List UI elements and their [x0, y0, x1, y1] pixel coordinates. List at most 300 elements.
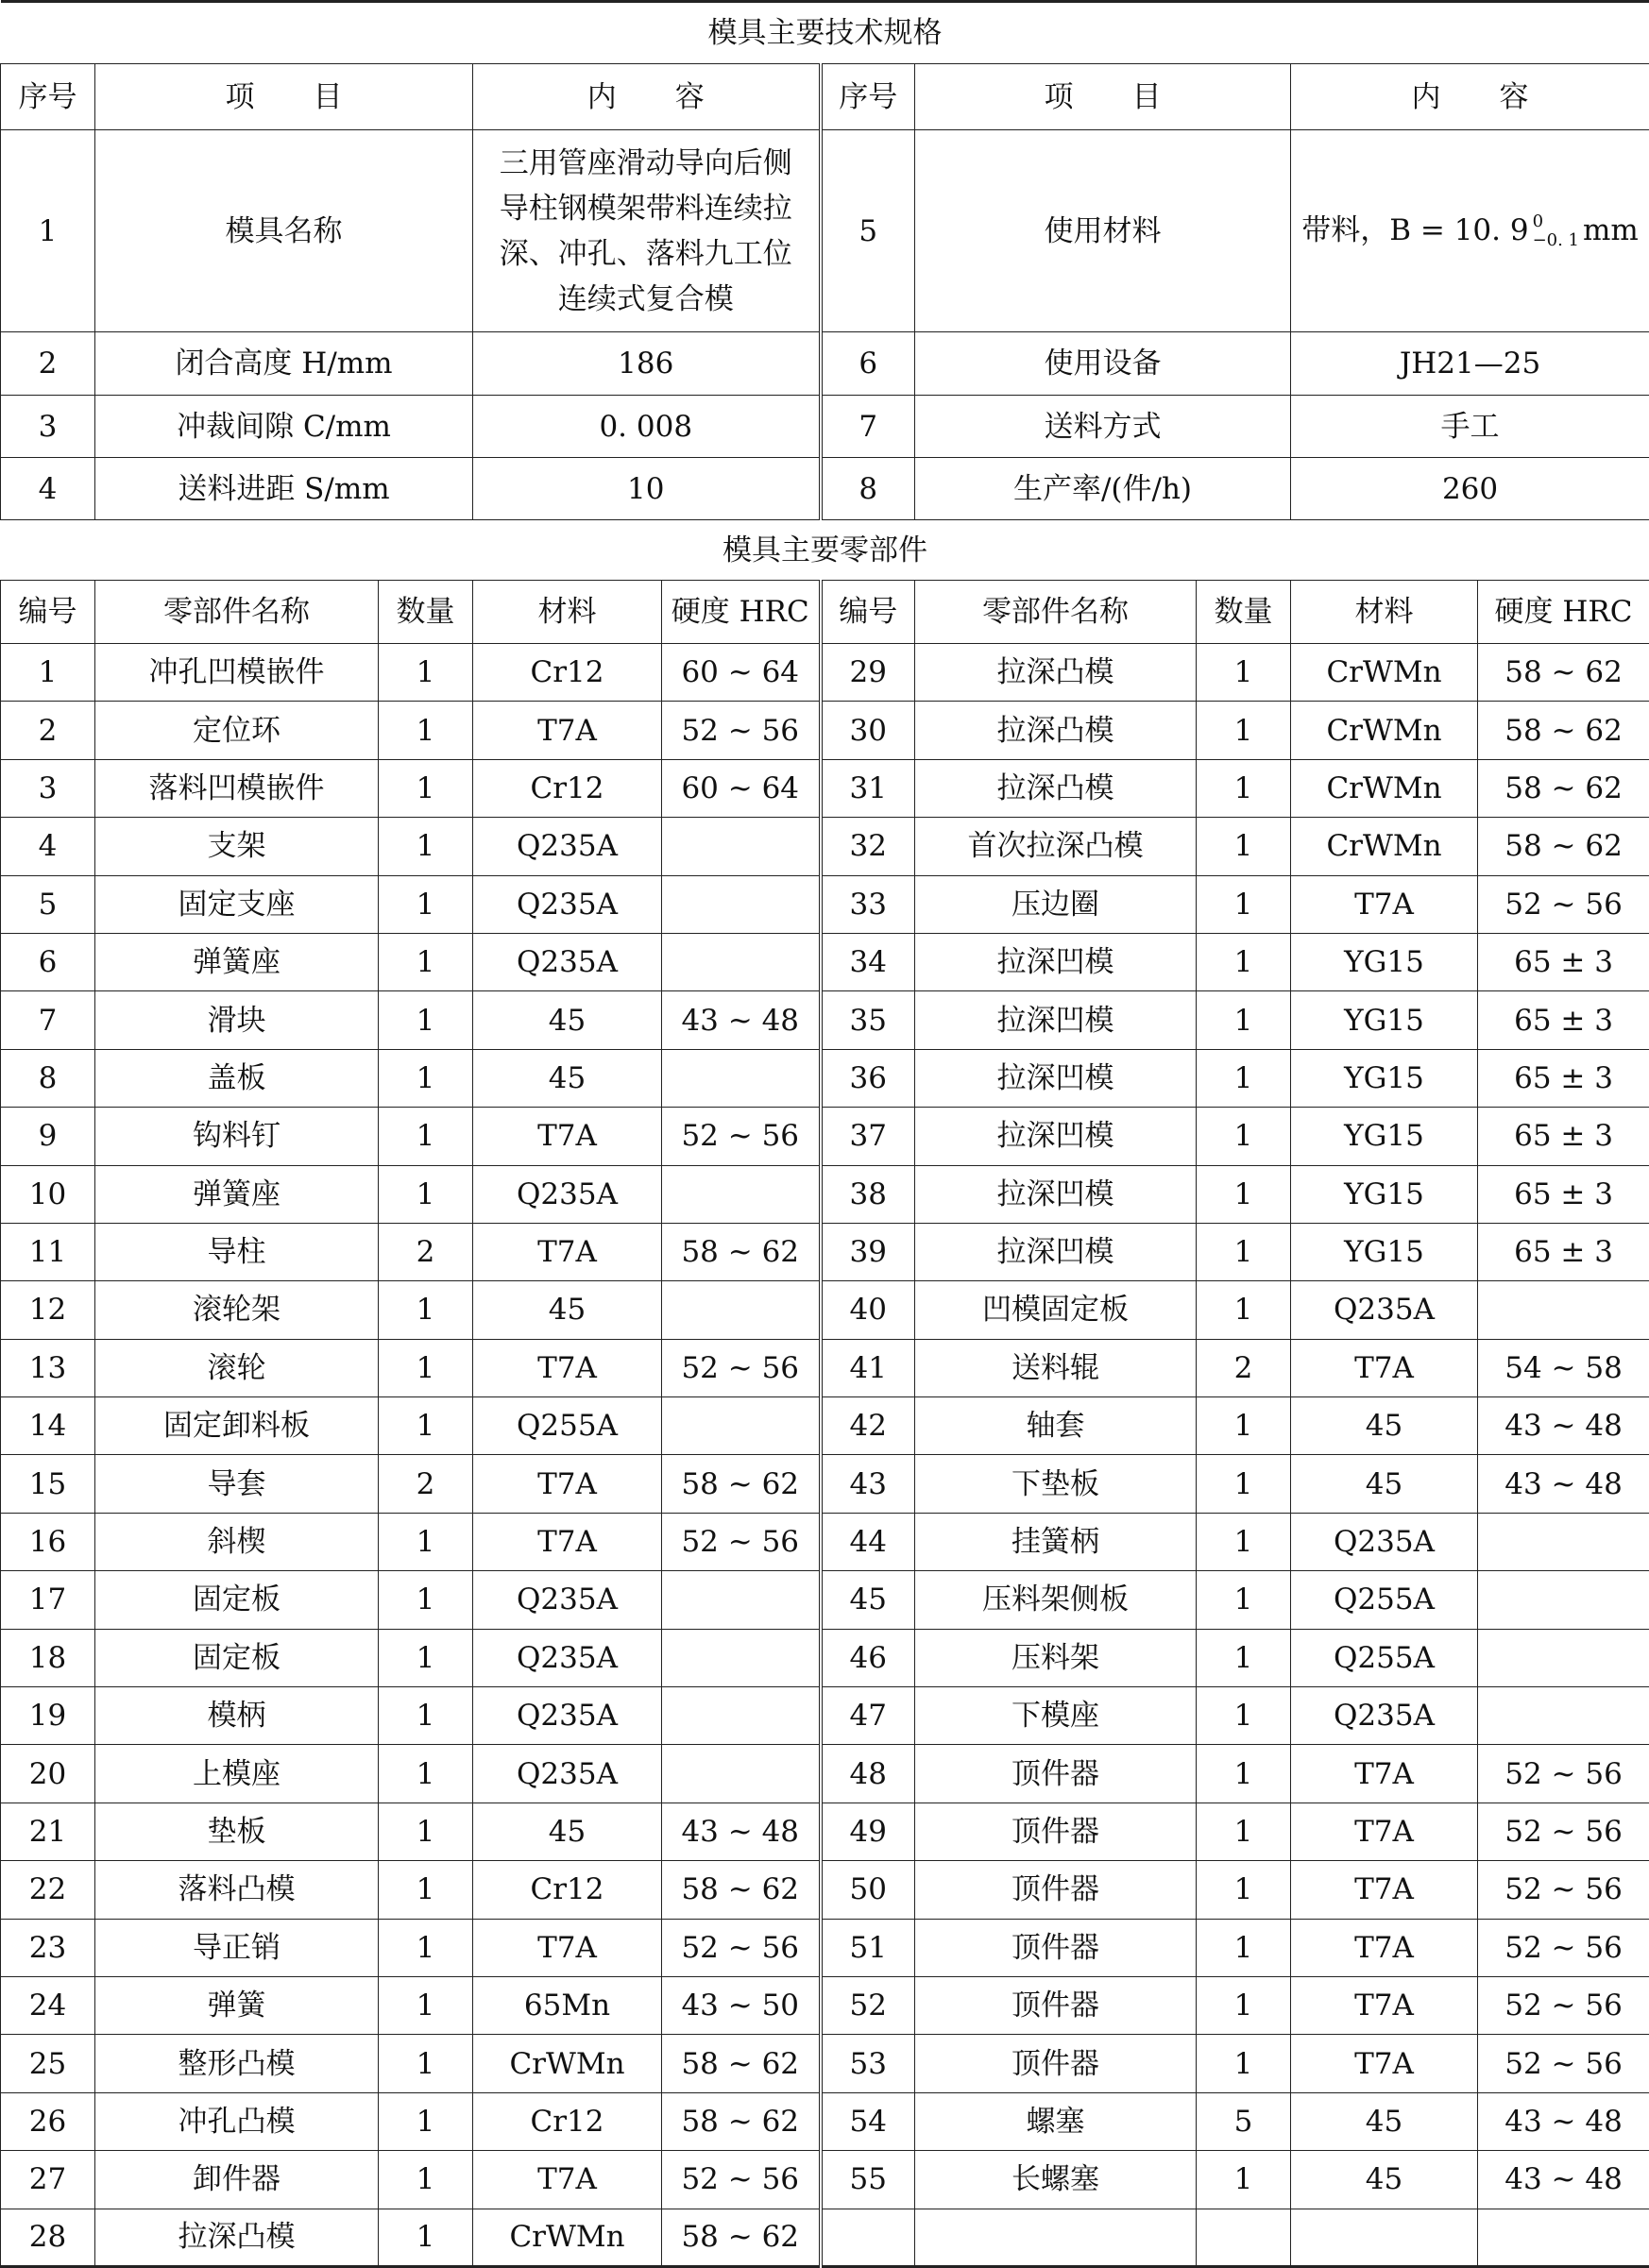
part-no-right: 48 — [821, 1745, 915, 1803]
part-no-right: 53 — [821, 2035, 915, 2092]
part-material-right: CrWMn — [1291, 759, 1478, 817]
part-no-left: 3 — [1, 759, 95, 817]
part-hardness-left: 52 ~ 56 — [662, 702, 821, 759]
table-row — [1, 644, 1649, 702]
spec-content: 0. 008 — [473, 396, 821, 458]
part-name-left: 斜楔 — [95, 1513, 379, 1570]
tolerance-lower: −0. 1 — [1532, 230, 1580, 251]
part-no-left: 13 — [1, 1339, 95, 1396]
table-row — [1, 1513, 1649, 1570]
part-material-right: T7A — [1291, 1919, 1478, 1976]
spec-content: 10 — [473, 458, 821, 520]
part-material-left: Q235A — [473, 1745, 662, 1803]
part-qty-left: 1 — [379, 991, 473, 1049]
parts-header-hardness: 硬度 HRC — [662, 581, 821, 644]
part-hardness-left — [662, 1571, 821, 1629]
part-hardness-right: 52 ~ 56 — [1478, 1803, 1649, 1860]
part-no-left: 22 — [1, 1861, 95, 1919]
part-material-right: T7A — [1291, 1976, 1478, 2034]
part-no-left: 1 — [1, 644, 95, 702]
spec-content2-material — [1291, 130, 1649, 332]
part-name-left: 固定板 — [95, 1571, 379, 1629]
part-hardness-left: 52 ~ 56 — [662, 1513, 821, 1570]
part-hardness-left: 52 ~ 56 — [662, 1339, 821, 1396]
parts-header-hardness: 硬度 HRC — [1478, 581, 1649, 644]
part-hardness-right — [1478, 1687, 1649, 1745]
part-no-right: 35 — [821, 991, 915, 1049]
part-qty-left: 1 — [379, 1629, 473, 1686]
part-qty-left: 1 — [379, 1687, 473, 1745]
part-hardness-left — [662, 818, 821, 875]
part-name-right: 拉深凹模 — [915, 1165, 1197, 1223]
part-name-left: 固定支座 — [95, 875, 379, 933]
part-name-right: 拉深凹模 — [915, 1223, 1197, 1280]
parts-header-material: 材料 — [473, 581, 662, 644]
part-no-left: 6 — [1, 933, 95, 990]
part-no-left: 8 — [1, 1049, 95, 1107]
table-row — [1, 1803, 1649, 1860]
table-row — [1, 1108, 1649, 1165]
part-no-left: 16 — [1, 1513, 95, 1570]
part-name-right: 压料架侧板 — [915, 1571, 1197, 1629]
part-qty-right: 1 — [1197, 1629, 1291, 1686]
part-name-left: 弹簧座 — [95, 1165, 379, 1223]
part-name-left: 导柱 — [95, 1223, 379, 1280]
part-material-left: CrWMn — [473, 2209, 662, 2266]
part-material-left: 45 — [473, 1049, 662, 1107]
spec-content2: 260 — [1291, 458, 1649, 520]
part-material-left: Q235A — [473, 1165, 662, 1223]
table-row — [1, 1687, 1649, 1745]
part-hardness-right: 52 ~ 56 — [1478, 1919, 1649, 1976]
part-name-right: 顶件器 — [915, 1745, 1197, 1803]
part-no-left: 24 — [1, 1976, 95, 2034]
spec-content2: 手工 — [1291, 396, 1649, 458]
part-material-right: 45 — [1291, 2151, 1478, 2209]
part-qty-right: 1 — [1197, 1281, 1291, 1339]
part-qty-right: 1 — [1197, 933, 1291, 990]
part-name-right: 顶件器 — [915, 1919, 1197, 1976]
part-qty-left: 1 — [379, 1108, 473, 1165]
part-material-right: Q235A — [1291, 1687, 1478, 1745]
part-name-right: 轴套 — [915, 1397, 1197, 1455]
part-material-left: 45 — [473, 1803, 662, 1860]
part-no-left: 5 — [1, 875, 95, 933]
part-material-right: YG15 — [1291, 991, 1478, 1049]
part-name-left: 支架 — [95, 818, 379, 875]
part-name-right: 顶件器 — [915, 1803, 1197, 1860]
part-name-right: 拉深凹模 — [915, 1108, 1197, 1165]
part-material-left: T7A — [473, 702, 662, 759]
spec-item2: 送料方式 — [915, 396, 1291, 458]
spec-header-no2: 序号 — [821, 64, 915, 130]
part-no-right: 30 — [821, 702, 915, 759]
part-no-left: 26 — [1, 2092, 95, 2150]
spec-item2: 使用设备 — [915, 332, 1291, 396]
part-qty-left: 1 — [379, 933, 473, 990]
part-material-left: 45 — [473, 1281, 662, 1339]
spec-item: 送料进距 S/mm — [95, 458, 473, 520]
part-name-right: 挂簧柄 — [915, 1513, 1197, 1570]
parts-header-name: 零部件名称 — [915, 581, 1197, 644]
part-hardness-left: 58 ~ 62 — [662, 1455, 821, 1513]
part-qty-right: 1 — [1197, 1571, 1291, 1629]
part-material-right: YG15 — [1291, 1165, 1478, 1223]
part-hardness-right — [1478, 1571, 1649, 1629]
part-no-left: 11 — [1, 1223, 95, 1280]
table-row — [1, 818, 1649, 875]
part-name-left: 落料凹模嵌件 — [95, 759, 379, 817]
spec-item2: 生产率/(件/h) — [915, 458, 1291, 520]
part-no-right: 39 — [821, 1223, 915, 1280]
table-row — [1, 1455, 1649, 1513]
part-material-left: Q255A — [473, 1397, 662, 1455]
part-hardness-left: 43 ~ 48 — [662, 991, 821, 1049]
part-qty-right: 5 — [1197, 2092, 1291, 2150]
part-qty-right: 1 — [1197, 1397, 1291, 1455]
part-name-left: 定位环 — [95, 702, 379, 759]
part-name-right: 拉深凹模 — [915, 933, 1197, 990]
part-qty-right — [1197, 2209, 1291, 2266]
part-qty-left: 1 — [379, 2035, 473, 2092]
part-material-right: Q235A — [1291, 1513, 1478, 1570]
spec-header-no: 序号 — [1, 64, 95, 130]
part-material-left: 45 — [473, 991, 662, 1049]
part-qty-right: 1 — [1197, 1861, 1291, 1919]
spec-no: 1 — [1, 130, 95, 332]
part-qty-left: 2 — [379, 1455, 473, 1513]
part-material-right: T7A — [1291, 1745, 1478, 1803]
part-hardness-right: 52 ~ 56 — [1478, 875, 1649, 933]
part-hardness-right: 43 ~ 48 — [1478, 1455, 1649, 1513]
table-row — [1, 2151, 1649, 2209]
part-qty-right: 1 — [1197, 1513, 1291, 1570]
part-name-right: 拉深凸模 — [915, 702, 1197, 759]
part-qty-right: 1 — [1197, 991, 1291, 1049]
part-hardness-left — [662, 1281, 821, 1339]
part-material-left: Q235A — [473, 1687, 662, 1745]
parts-header-material: 材料 — [1291, 581, 1478, 644]
part-qty-left: 1 — [379, 1919, 473, 1976]
part-no-right: 50 — [821, 1861, 915, 1919]
part-qty-right: 1 — [1197, 875, 1291, 933]
table-row — [1, 1223, 1649, 1280]
table-row — [1, 1165, 1649, 1223]
part-no-right: 52 — [821, 1976, 915, 2034]
part-hardness-right: 58 ~ 62 — [1478, 644, 1649, 702]
part-no-left: 17 — [1, 1571, 95, 1629]
part-no-left: 14 — [1, 1397, 95, 1455]
part-name-right: 顶件器 — [915, 2035, 1197, 2092]
part-qty-left: 1 — [379, 875, 473, 933]
part-material-right: 45 — [1291, 2092, 1478, 2150]
part-no-right: 43 — [821, 1455, 915, 1513]
part-hardness-right — [1478, 1629, 1649, 1686]
parts-header-no: 编号 — [821, 581, 915, 644]
part-material-left: Cr12 — [473, 2092, 662, 2150]
part-no-left: 2 — [1, 702, 95, 759]
part-qty-right: 1 — [1197, 1919, 1291, 1976]
part-qty-left: 1 — [379, 1165, 473, 1223]
part-hardness-left: 60 ~ 64 — [662, 644, 821, 702]
part-name-left: 卸件器 — [95, 2151, 379, 2209]
part-qty-right: 1 — [1197, 1803, 1291, 1860]
part-hardness-right: 65 ± 3 — [1478, 991, 1649, 1049]
table-row — [1, 1571, 1649, 1629]
part-hardness-left: 58 ~ 62 — [662, 1223, 821, 1280]
part-name-left: 模柄 — [95, 1687, 379, 1745]
part-material-right: CrWMn — [1291, 818, 1478, 875]
part-hardness-left — [662, 1049, 821, 1107]
part-qty-left: 1 — [379, 702, 473, 759]
part-name-right: 首次拉深凸模 — [915, 818, 1197, 875]
part-material-left: Q235A — [473, 933, 662, 990]
part-name-right: 螺塞 — [915, 2092, 1197, 2150]
part-material-left: Q235A — [473, 1629, 662, 1686]
table-row — [1, 875, 1649, 933]
table-row — [1, 702, 1649, 759]
part-material-right: Q235A — [1291, 1281, 1478, 1339]
part-no-right: 51 — [821, 1919, 915, 1976]
part-name-left: 滚轮架 — [95, 1281, 379, 1339]
part-qty-left: 1 — [379, 818, 473, 875]
part-no-left: 12 — [1, 1281, 95, 1339]
part-qty-left: 1 — [379, 2092, 473, 2150]
part-no-right: 42 — [821, 1397, 915, 1455]
part-no-left: 25 — [1, 2035, 95, 2092]
part-qty-right: 1 — [1197, 818, 1291, 875]
part-name-right: 压料架 — [915, 1629, 1197, 1686]
part-material-left: T7A — [473, 1223, 662, 1280]
part-hardness-right: 52 ~ 56 — [1478, 1976, 1649, 2034]
material-unit: mm — [1583, 212, 1639, 247]
part-no-right: 41 — [821, 1339, 915, 1396]
part-name-right: 送料辊 — [915, 1339, 1197, 1396]
part-hardness-left: 52 ~ 56 — [662, 1919, 821, 1976]
part-material-left: 65Mn — [473, 1976, 662, 2034]
part-material-right — [1291, 2209, 1478, 2266]
part-name-right — [915, 2209, 1197, 2266]
part-material-right: YG15 — [1291, 1108, 1478, 1165]
table-row — [1, 759, 1649, 817]
part-material-right: T7A — [1291, 1339, 1478, 1396]
part-name-right: 下垫板 — [915, 1455, 1197, 1513]
part-qty-left: 1 — [379, 759, 473, 817]
part-hardness-right: 65 ± 3 — [1478, 1049, 1649, 1107]
spec-no2: 7 — [821, 396, 915, 458]
part-material-right: 45 — [1291, 1397, 1478, 1455]
part-qty-left: 1 — [379, 1513, 473, 1570]
table-row — [1, 1745, 1649, 1803]
part-name-left: 拉深凸模 — [95, 2209, 379, 2266]
parts-header-name: 零部件名称 — [95, 581, 379, 644]
part-qty-right: 1 — [1197, 644, 1291, 702]
spec-content: 三用管座滑动导向后侧导柱钢模架带料连续拉深、冲孔、落料九工位连续式复合模 — [473, 130, 821, 332]
table-row — [1, 2035, 1649, 2092]
spec-header-item: 项 目 — [95, 64, 473, 130]
parts-title: 模具主要零部件 — [1, 520, 1649, 581]
part-qty-right: 1 — [1197, 1108, 1291, 1165]
part-qty-left: 1 — [379, 1803, 473, 1860]
table-row — [1, 2092, 1649, 2150]
part-qty-left: 1 — [379, 1339, 473, 1396]
part-qty-left: 1 — [379, 1397, 473, 1455]
part-material-right: YG15 — [1291, 1223, 1478, 1280]
spec-header-content2: 内 容 — [1291, 64, 1649, 130]
part-hardness-left — [662, 1397, 821, 1455]
table-row — [1, 2209, 1649, 2266]
part-no-right: 32 — [821, 818, 915, 875]
part-no-left: 4 — [1, 818, 95, 875]
part-no-left: 19 — [1, 1687, 95, 1745]
part-hardness-right: 43 ~ 48 — [1478, 2092, 1649, 2150]
part-name-left: 盖板 — [95, 1049, 379, 1107]
part-hardness-right — [1478, 1513, 1649, 1570]
spec-item: 闭合高度 H/mm — [95, 332, 473, 396]
part-hardness-right: 58 ~ 62 — [1478, 818, 1649, 875]
part-no-right: 49 — [821, 1803, 915, 1860]
part-name-right: 压边圈 — [915, 875, 1197, 933]
part-no-right: 34 — [821, 933, 915, 990]
part-material-right: 45 — [1291, 1455, 1478, 1513]
part-no-right: 36 — [821, 1049, 915, 1107]
part-hardness-right: 43 ~ 48 — [1478, 1397, 1649, 1455]
part-no-left: 18 — [1, 1629, 95, 1686]
spec-content: 186 — [473, 332, 821, 396]
part-no-right: 47 — [821, 1687, 915, 1745]
part-qty-left: 1 — [379, 1861, 473, 1919]
part-name-left: 钩料钉 — [95, 1108, 379, 1165]
part-qty-right: 1 — [1197, 2035, 1291, 2092]
part-no-right: 54 — [821, 2092, 915, 2150]
part-name-left: 导套 — [95, 1455, 379, 1513]
part-material-left: T7A — [473, 1339, 662, 1396]
part-material-left: T7A — [473, 2151, 662, 2209]
part-name-right: 下模座 — [915, 1687, 1197, 1745]
part-no-left: 15 — [1, 1455, 95, 1513]
spec-content2: JH21—25 — [1291, 332, 1649, 396]
part-qty-left: 1 — [379, 1049, 473, 1107]
part-no-left: 7 — [1, 991, 95, 1049]
part-qty-left: 1 — [379, 1281, 473, 1339]
part-name-left: 固定卸料板 — [95, 1397, 379, 1455]
part-qty-right: 1 — [1197, 1049, 1291, 1107]
part-hardness-right: 65 ± 3 — [1478, 1223, 1649, 1280]
table-row — [1, 1049, 1649, 1107]
part-material-right: CrWMn — [1291, 644, 1478, 702]
tolerance-upper: 0 — [1532, 212, 1544, 232]
part-qty-right: 1 — [1197, 759, 1291, 817]
part-hardness-left: 43 ~ 48 — [662, 1803, 821, 1860]
spec-row-4 — [1, 458, 1649, 520]
part-no-right: 29 — [821, 644, 915, 702]
part-qty-right: 1 — [1197, 1223, 1291, 1280]
part-no-right: 45 — [821, 1571, 915, 1629]
part-no-left: 9 — [1, 1108, 95, 1165]
part-hardness-right: 54 ~ 58 — [1478, 1339, 1649, 1396]
part-hardness-left: 52 ~ 56 — [662, 2151, 821, 2209]
spec-no2: 6 — [821, 332, 915, 396]
spec-row-2 — [1, 332, 1649, 396]
part-name-left: 垫板 — [95, 1803, 379, 1860]
part-name-right: 顶件器 — [915, 1976, 1197, 2034]
part-name-left: 固定板 — [95, 1629, 379, 1686]
part-hardness-right: 65 ± 3 — [1478, 1165, 1649, 1223]
part-no-right: 31 — [821, 759, 915, 817]
part-hardness-left: 43 ~ 50 — [662, 1976, 821, 2034]
part-hardness-left — [662, 1165, 821, 1223]
part-no-right: 37 — [821, 1108, 915, 1165]
part-hardness-left: 58 ~ 62 — [662, 1861, 821, 1919]
table-row — [1, 1861, 1649, 1919]
part-material-left: Q235A — [473, 875, 662, 933]
part-name-right: 拉深凹模 — [915, 1049, 1197, 1107]
part-material-right: T7A — [1291, 875, 1478, 933]
part-hardness-left — [662, 875, 821, 933]
part-material-left: Cr12 — [473, 759, 662, 817]
part-hardness-right — [1478, 1281, 1649, 1339]
part-material-left: T7A — [473, 1455, 662, 1513]
part-no-right: 44 — [821, 1513, 915, 1570]
part-qty-left: 1 — [379, 2209, 473, 2266]
part-hardness-right: 58 ~ 62 — [1478, 759, 1649, 817]
part-hardness-right: 58 ~ 62 — [1478, 702, 1649, 759]
part-hardness-left — [662, 1687, 821, 1745]
part-name-left: 导正销 — [95, 1919, 379, 1976]
part-name-right: 顶件器 — [915, 1861, 1197, 1919]
part-name-right: 凹模固定板 — [915, 1281, 1197, 1339]
part-no-right: 33 — [821, 875, 915, 933]
table-row — [1, 991, 1649, 1049]
part-qty-left: 1 — [379, 1976, 473, 2034]
table-row — [1, 933, 1649, 990]
spec-title: 模具主要技术规格 — [1, 2, 1649, 64]
part-qty-right: 1 — [1197, 1976, 1291, 2034]
table-row — [1, 1919, 1649, 1976]
table-row — [1, 1397, 1649, 1455]
part-no-right: 38 — [821, 1165, 915, 1223]
part-qty-right: 1 — [1197, 702, 1291, 759]
part-no-left: 10 — [1, 1165, 95, 1223]
part-material-left: Cr12 — [473, 1861, 662, 1919]
spec-no2: 8 — [821, 458, 915, 520]
table-row — [1, 1339, 1649, 1396]
part-hardness-left — [662, 1629, 821, 1686]
part-qty-right: 1 — [1197, 1455, 1291, 1513]
part-qty-left: 1 — [379, 644, 473, 702]
part-qty-left: 1 — [379, 2151, 473, 2209]
part-qty-left: 2 — [379, 1223, 473, 1280]
table-row — [1, 1281, 1649, 1339]
part-qty-right: 1 — [1197, 2151, 1291, 2209]
spec-row-1 — [1, 130, 1649, 332]
spec-no2: 5 — [821, 130, 915, 332]
part-material-right: YG15 — [1291, 933, 1478, 990]
spec-header-content: 内 容 — [473, 64, 821, 130]
part-material-right: YG15 — [1291, 1049, 1478, 1107]
part-name-left: 滚轮 — [95, 1339, 379, 1396]
part-no-right: 55 — [821, 2151, 915, 2209]
spec-no: 4 — [1, 458, 95, 520]
part-material-left: T7A — [473, 1919, 662, 1976]
parts-header-no: 编号 — [1, 581, 95, 644]
part-hardness-left: 58 ~ 62 — [662, 2035, 821, 2092]
part-material-left: CrWMn — [473, 2035, 662, 2092]
parts-header-qty: 数量 — [379, 581, 473, 644]
spec-item2: 使用材料 — [915, 130, 1291, 332]
part-name-right: 拉深凸模 — [915, 759, 1197, 817]
material-prefix: 带料，B = 10. 9 — [1301, 212, 1529, 247]
